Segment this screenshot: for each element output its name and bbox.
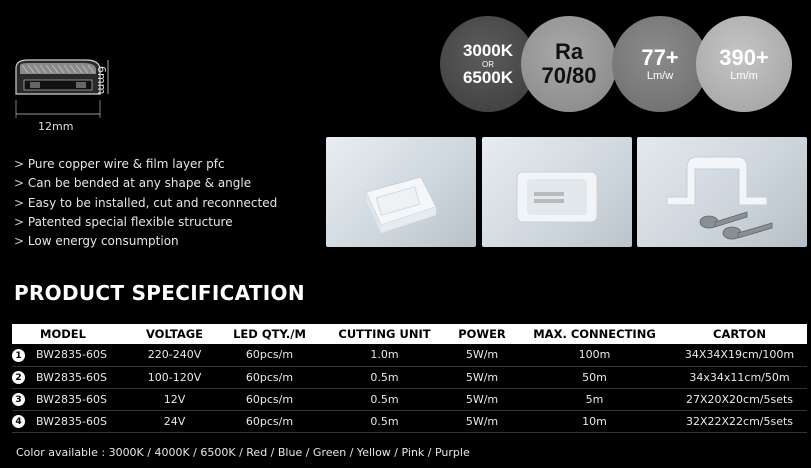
- height-dimension-label: 6mm: [95, 66, 108, 95]
- badge-efficacy-unit: Lm/w: [646, 70, 674, 82]
- header-max-connecting: MAX. CONNECTING: [517, 324, 672, 344]
- cell-carton: 34x34x11cm/50m: [672, 366, 807, 388]
- header-voltage: VOLTAGE: [132, 324, 217, 344]
- header-led-qty: LED QTY./M: [217, 324, 322, 344]
- cell-carton: 27X20X20cm/5sets: [672, 388, 807, 410]
- cell-cutting-unit: 0.5m: [322, 410, 447, 432]
- cell-max-connecting: 10m: [517, 410, 672, 432]
- cell-model: BW2835-60S: [32, 388, 132, 410]
- header-carton: CARTON: [672, 324, 807, 344]
- table-row: [12, 388, 807, 410]
- badge-cct-or: OR: [482, 59, 494, 69]
- cell-voltage: 100-120V: [132, 366, 217, 388]
- row-number-badge: 1: [12, 349, 25, 362]
- feature-list: [14, 155, 277, 251]
- feature-item: > Pure copper wire & film layer pfc: [14, 155, 277, 174]
- row-number-badge: 2: [12, 371, 25, 384]
- table-row: [12, 410, 807, 432]
- cell-voltage: 220-240V: [132, 344, 217, 366]
- cell-cutting-unit: 0.5m: [322, 388, 447, 410]
- cell-model: BW2835-60S: [32, 344, 132, 366]
- cell-power: 5W/m: [447, 366, 517, 388]
- cell-power: 5W/m: [447, 344, 517, 366]
- width-dimension-label: 12mm: [38, 120, 74, 133]
- feature-item: > Patented special flexible structure: [14, 213, 277, 232]
- spec-badges: [0, 16, 811, 116]
- badge-cct-1: 3000K: [462, 40, 514, 60]
- section-title: PRODUCT SPECIFICATION: [14, 281, 305, 305]
- cell-led-qty: 60pcs/m: [217, 366, 322, 388]
- cell-max-connecting: 50m: [517, 366, 672, 388]
- feature-item: > Easy to be installed, cut and reconnected: [14, 194, 277, 213]
- connector-photo: [482, 137, 632, 247]
- cri-badge: [521, 16, 617, 112]
- row-number-badge: 3: [12, 393, 25, 406]
- table-row: [12, 366, 807, 388]
- cell-max-connecting: 100m: [517, 344, 672, 366]
- cell-cutting-unit: 1.0m: [322, 344, 447, 366]
- table-row: [12, 344, 807, 366]
- cell-model: BW2835-60S: [32, 366, 132, 388]
- badge-lumen-value: 390+: [719, 45, 769, 70]
- header-cutting-unit: CUTTING UNIT: [322, 324, 447, 344]
- table-header-row: [12, 324, 807, 344]
- row-number-badge: 4: [12, 415, 25, 428]
- cell-power: 5W/m: [447, 388, 517, 410]
- cell-voltage: 12V: [132, 388, 217, 410]
- badge-lumen-unit: Lm/m: [730, 70, 758, 82]
- badge-cri-value: 70/80: [541, 63, 597, 88]
- end-cap-photo: [326, 137, 476, 247]
- badge-cri-label: Ra: [554, 39, 584, 64]
- spec-table: [12, 324, 807, 433]
- badge-efficacy-value: 77+: [641, 45, 679, 70]
- cell-model: BW2835-60S: [32, 410, 132, 432]
- efficacy-badge: [612, 16, 708, 112]
- cell-led-qty: 60pcs/m: [217, 410, 322, 432]
- feature-item: > Low energy consumption: [14, 232, 277, 251]
- header-power: POWER: [447, 324, 517, 344]
- cell-voltage: 24V: [132, 410, 217, 432]
- cell-led-qty: 60pcs/m: [217, 388, 322, 410]
- color-availability: Color available : 3000K / 4000K / 6500K / Red / Blue / Green / Yellow / Pink / Purple: [16, 446, 470, 459]
- cell-carton: 32X22X22cm/5sets: [672, 410, 807, 432]
- cell-cutting-unit: 0.5m: [322, 366, 447, 388]
- lumen-badge: [696, 16, 792, 112]
- cell-led-qty: 60pcs/m: [217, 344, 322, 366]
- badge-cct-2: 6500K: [462, 67, 514, 87]
- header-model: MODEL: [12, 324, 132, 344]
- cell-power: 5W/m: [447, 410, 517, 432]
- cell-max-connecting: 5m: [517, 388, 672, 410]
- cell-carton: 34X34X19cm/100m: [672, 344, 807, 366]
- feature-item: > Can be bended at any shape & angle: [14, 174, 277, 193]
- mounting-clip-photo: [637, 137, 807, 247]
